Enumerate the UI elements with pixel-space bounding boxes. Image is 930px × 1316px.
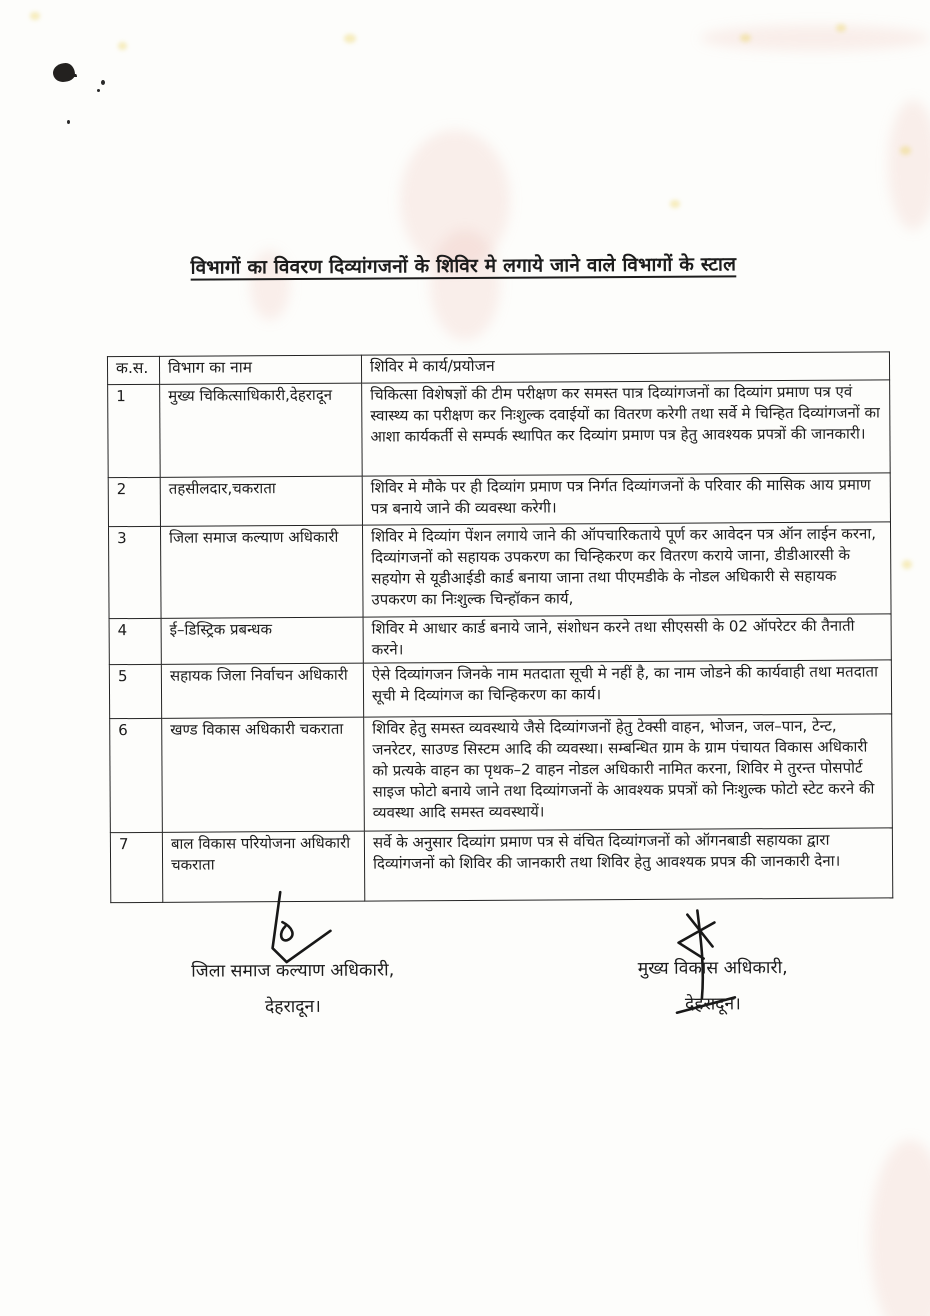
cell-serial-no: 3 (108, 526, 161, 618)
table-row (108, 522, 891, 619)
cell-purpose: चिकित्सा विशेषज्ञों की टीम परीक्षण कर समस्त पात्र दिव्यांगजनों का दिव्यांग प्रमाण पत्र एवं स्वास्थ्य का परीक्षण कर निःशुल्क दवाईयों का वितरण करेगी तथा सर्वे मे चिन्हित दिव्यांगजनों का आशा कार्यकर्ती से सम्पर्क स्थापित कर दिव्यांग प्रमाण पत्र हेतु आवश्यक प्रपत्रों की जानकारी। (362, 380, 891, 476)
cell-department: खण्ड विकास अधिकारी चकराता (162, 717, 365, 832)
cell-purpose: शिविर मे मौके पर ही दिव्यांग प्रमाण पत्र निर्गत दिव्यांगजनों के परिवार की मासिक आय प्रमाण पत्र बनाये जाने की व्यवस्था करेगी। (362, 473, 890, 525)
cell-purpose: शिविर मे दिव्यांग पेंशन लगाये जाने की ऑपचारिकताये पूर्ण कर आवेदन पत्र ऑन लाईन करना, दिव्यांगजनों को सहायक उपकरण का चिन्हिकरण कर वितरण कराये जाना, डीडीआरसी के सहयोग से यूडीआईडी कार्ड बनाया जाना तथा पीएमडीके के नोडल अधिकारी से सहायक उपकरण का निःशुल्क चिन्हॉकन कार्य, (362, 522, 891, 617)
cell-department: सहायक जिला निर्वाचन अधिकारी (161, 663, 363, 718)
departments-table (107, 351, 893, 903)
header-department: विभाग का नाम (159, 355, 361, 384)
document-title (0, 249, 928, 281)
table-row (109, 614, 891, 665)
table-row (108, 473, 890, 527)
cell-department: ई–डिस्ट्रिक प्रबन्धक (161, 617, 363, 664)
cell-serial-no: 5 (109, 664, 161, 718)
cell-purpose: शिविर मे आधार कार्ड बनाये जाने, संशोधन करने तथा सीएससी के 02 ऑपरेटर की तैनाती करने। (363, 614, 891, 663)
signatory-designation: मुख्य विकास अधिकारी, (637, 958, 788, 979)
table-row (110, 714, 893, 833)
signatory-place: देहरादून। (684, 994, 741, 1015)
cell-purpose: शिविर हेतु समस्त व्यवस्थाये जैसे दिव्यांगजनों हेतु टेक्सी वाहन, भोजन, जल–पान, टेन्ट, जनरेटर, साउण्ड सिस्टम आदि की व्यवस्था। सम्बन्धित ग्राम के ग्राम पंचायत विकास अधिकारी को प्रत्यके वाहन का पृथक–2 वाहन नोडल अधिकारी नामित करना, शिविर मे तुरन्त पोसपोर्ट साइज फोटो बनाये जाने तथा दिव्यांगजनों के आवश्यक प्रपत्रों को निःशुल्क फोटो स्टेट करने की व्यवस्था आदि समस्त व्यवस्थायें। (364, 714, 893, 831)
cell-purpose: ऐसे दिव्यांगजन जिनके नाम मतदाता सूची मे नहीं है, का नाम जोडने की कार्यवाही तथा मतदाता सूची मे दिव्यांगज का चिन्हिकरण का कार्य। (363, 660, 891, 717)
signatory-designation: जिला समाज कल्याण अधिकारी, (191, 960, 395, 982)
header-serial-no: क.स. (107, 356, 159, 384)
cell-department: तहसीलदार,चकराता (160, 476, 362, 526)
cell-serial-no: 4 (109, 618, 161, 664)
signatory-place: देहरादून। (264, 996, 321, 1018)
document-title-text: विभागों का विवरण दिव्यांगजनों के शिविर मे लगाये जाने वाले विभागों के स्टाल (190, 253, 737, 279)
cell-serial-no: 7 (110, 832, 162, 902)
table-row (108, 380, 891, 478)
table-row (109, 660, 891, 719)
cell-serial-no: 2 (108, 477, 160, 526)
cell-department: बाल विकास परियोजना अधिकारी चकराता (162, 831, 364, 902)
cell-department: मुख्य चिकित्साधिकारी,देहरादून (160, 383, 363, 477)
table-row (110, 828, 892, 903)
signature-block-right (598, 950, 828, 1023)
header-purpose: शिविर मे कार्य/प्रयोजन (361, 352, 889, 383)
cell-purpose: सर्वे के अनुसार दिव्यांग प्रमाण पत्र से वंचित दिव्यांगजनों को ऑगनबाडी सहायका द्वारा दिव्यांगजनों को शिविर की जानकारी तथा शिविर हेतु आवश्यक प्रपत्र की जानकारी देना। (364, 828, 892, 901)
cell-serial-no: 6 (110, 718, 163, 832)
cell-department: जिला समाज कल्याण अधिकारी (160, 525, 363, 618)
signature-block-left (133, 952, 453, 1026)
cell-serial-no: 1 (108, 384, 161, 477)
